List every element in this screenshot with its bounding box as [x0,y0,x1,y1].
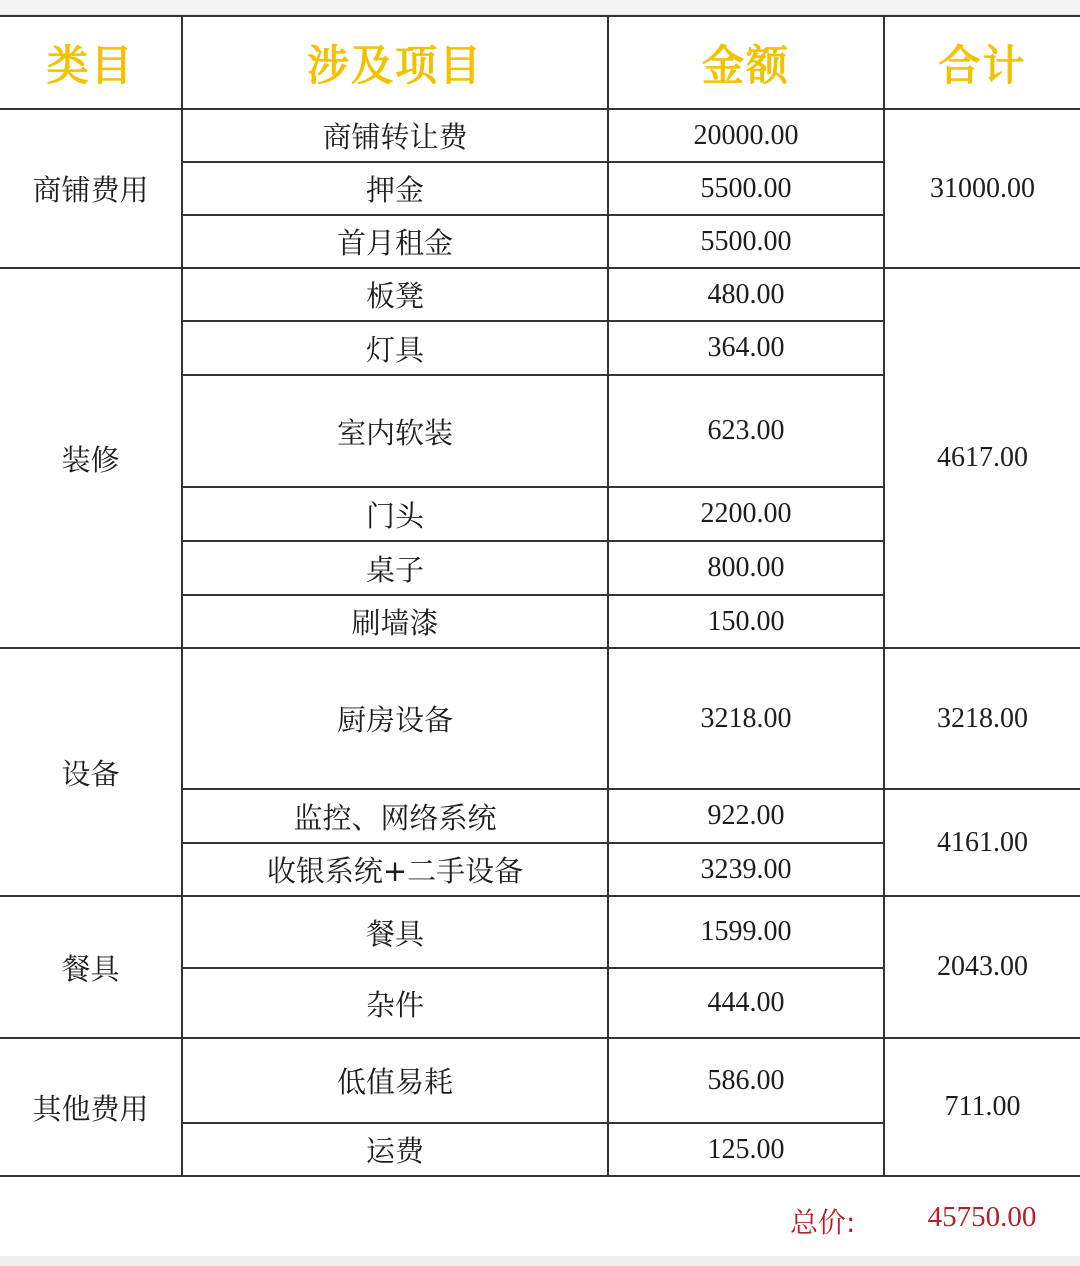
table-row [0,109,1080,162]
item-cell: 首月租金 [182,215,608,268]
amount-cell: 20000.00 [608,109,884,162]
category-cell: 其他费用 [0,1038,182,1176]
total-label: 总价: [790,1206,856,1239]
subtotal-cell: 2043.00 [884,896,1080,1038]
amount-cell: 2200.00 [608,487,884,541]
item-cell: 餐具 [182,896,608,968]
total-value: 45750.00 [927,1201,1037,1233]
table-row [0,1038,1080,1123]
subtotal-cell: 31000.00 [884,109,1080,268]
item-cell: 低值易耗 [182,1038,608,1123]
amount-cell: 150.00 [608,595,884,648]
header-amount: 金额 [608,16,884,109]
subtotal-cell: 4617.00 [884,268,1080,648]
amount-cell: 586.00 [608,1038,884,1123]
subtotal-cell: 3218.00 [884,648,1080,789]
amount-cell: 1599.00 [608,896,884,968]
item-cell: 室内软装 [182,375,608,487]
amount-cell: 3239.00 [608,843,884,896]
item-cell: 杂件 [182,968,608,1038]
amount-cell: 800.00 [608,541,884,595]
amount-cell: 5500.00 [608,215,884,268]
amount-cell: 623.00 [608,375,884,487]
item-cell: 灯具 [182,321,608,375]
cost-table [0,15,1080,1177]
item-cell: 收银系统+二手设备 [182,843,608,896]
amount-cell: 3218.00 [608,648,884,789]
category-cell: 装修 [0,268,182,648]
category-cell: 商铺费用 [0,109,182,268]
header-item: 涉及项目 [182,16,608,109]
category-cell: 设备 [0,648,182,896]
subtotal-cell: 4161.00 [884,789,1080,896]
table-row [0,268,1080,321]
amount-cell: 480.00 [608,268,884,321]
item-cell: 板凳 [182,268,608,321]
top-band [0,0,1080,15]
item-cell: 监控、网络系统 [182,789,608,843]
table-row [0,648,1080,789]
amount-cell: 125.00 [608,1123,884,1176]
total-row [0,1181,1080,1256]
amount-cell: 364.00 [608,321,884,375]
item-cell: 门头 [182,487,608,541]
category-cell: 餐具 [0,896,182,1038]
header-category: 类目 [0,16,182,109]
header-subtotal: 合计 [884,16,1080,109]
item-cell: 押金 [182,162,608,215]
bottom-band [0,1256,1080,1266]
subtotal-cell: 711.00 [884,1038,1080,1176]
header-row [0,16,1080,109]
item-cell: 商铺转让费 [182,109,608,162]
item-cell: 桌子 [182,541,608,595]
amount-cell: 444.00 [608,968,884,1038]
item-cell: 运费 [182,1123,608,1176]
item-cell: 厨房设备 [182,648,608,789]
amount-cell: 922.00 [608,789,884,843]
table-row [0,896,1080,968]
amount-cell: 5500.00 [608,162,884,215]
item-cell: 刷墙漆 [182,595,608,648]
